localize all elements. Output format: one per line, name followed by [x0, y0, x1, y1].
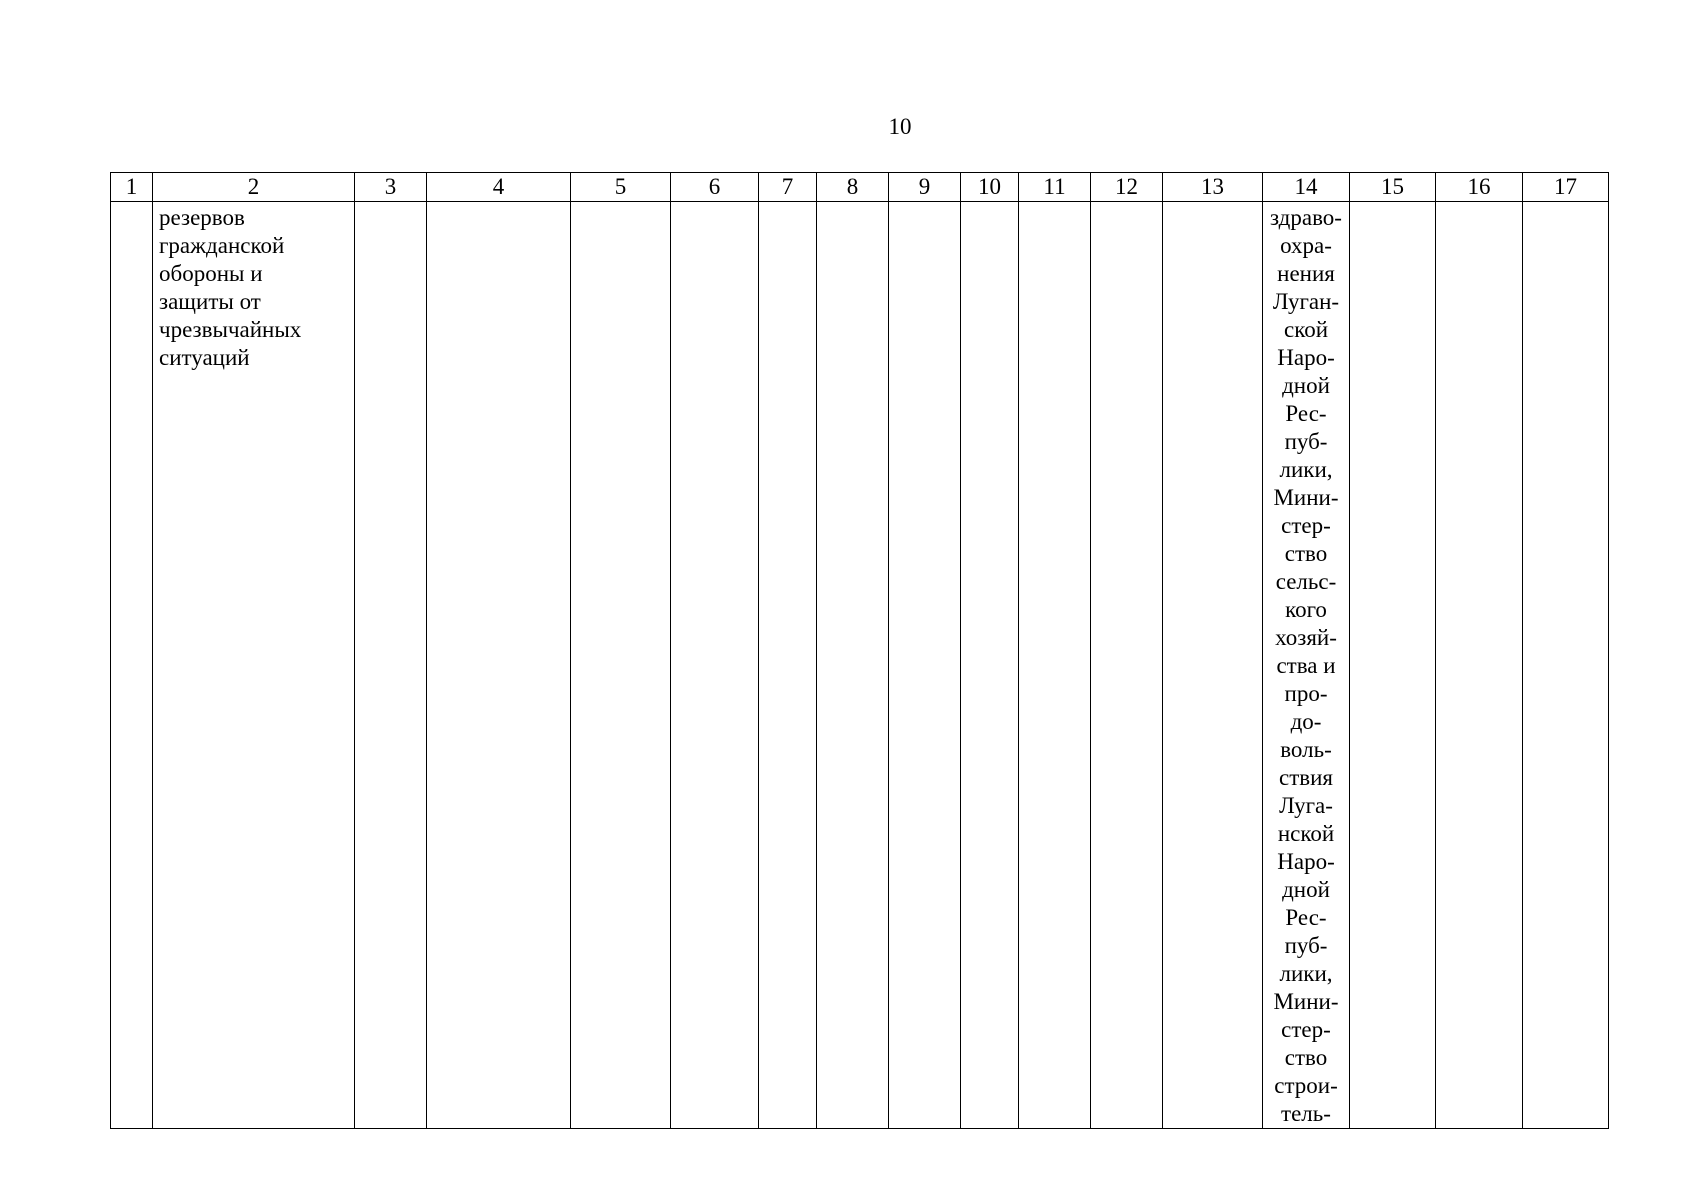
col-14-line: дной: [1282, 877, 1330, 902]
header-col-11: 11: [1019, 173, 1091, 202]
header-col-16: 16: [1436, 173, 1523, 202]
col-2-line: гражданской: [159, 233, 285, 258]
col-14-line: строи-: [1274, 1073, 1338, 1098]
header-col-13: 13: [1163, 173, 1263, 202]
header-col-15: 15: [1350, 173, 1436, 202]
cell-col-15: [1350, 202, 1436, 1129]
cell-col-7: [759, 202, 817, 1129]
col-2-line: ситуаций: [159, 345, 250, 370]
col-14-line: охра-: [1280, 233, 1332, 258]
col-14-line: хозяй-: [1275, 625, 1337, 650]
header-col-12: 12: [1091, 173, 1163, 202]
col-14-line: Мини-: [1273, 989, 1339, 1014]
col-2-text: [153, 202, 354, 372]
col-14-line: лики,: [1279, 961, 1333, 986]
col-2-line: обороны и: [159, 261, 263, 286]
col-14-line: стер-: [1281, 513, 1331, 538]
col-14-line: тель-: [1281, 1101, 1331, 1126]
table-row: [111, 202, 1609, 1129]
col-14-line: дной: [1282, 373, 1330, 398]
col-14-line: лики,: [1279, 457, 1333, 482]
col-14-line: пуб-: [1284, 933, 1328, 958]
col-14-line: Мини-: [1273, 485, 1339, 510]
col-14-line: Наро-: [1277, 849, 1335, 874]
cell-col-11: [1019, 202, 1091, 1129]
col-14-line: Луга-: [1279, 793, 1333, 818]
col-14-line: до-: [1290, 709, 1322, 734]
header-col-6: 6: [671, 173, 759, 202]
cell-col-13: [1163, 202, 1263, 1129]
col-14-line: нения: [1277, 261, 1335, 286]
cell-col-6: [671, 202, 759, 1129]
cell-col-2: [153, 202, 355, 1129]
cell-col-14: [1263, 202, 1350, 1129]
col-14-line: пуб-: [1284, 429, 1328, 454]
col-14-line: ской: [1283, 317, 1329, 342]
col-14-line: воль-: [1280, 737, 1332, 762]
data-table: [110, 172, 1609, 1129]
col-2-line: защиты от: [159, 289, 261, 314]
col-14-line: ствия: [1278, 765, 1333, 790]
col-14-line: ство: [1284, 1045, 1328, 1070]
header-col-17: 17: [1523, 173, 1609, 202]
cell-col-10: [961, 202, 1019, 1129]
col-14-line: здраво-: [1270, 205, 1342, 230]
header-col-2: 2: [153, 173, 355, 202]
header-col-5: 5: [571, 173, 671, 202]
col-14-line: про-: [1284, 681, 1328, 706]
header-col-3: 3: [355, 173, 427, 202]
page-number: 10: [888, 114, 912, 139]
cell-col-3: [355, 202, 427, 1129]
cell-col-5: [571, 202, 671, 1129]
cell-col-16: [1436, 202, 1523, 1129]
table-header-row: [111, 173, 1609, 202]
col-14-line: стер-: [1281, 1017, 1331, 1042]
header-col-10: 10: [961, 173, 1019, 202]
col-14-line: Рес-: [1285, 401, 1327, 426]
col-14-line: Луган-: [1272, 289, 1340, 314]
col-2-line: резервов: [159, 205, 245, 230]
col-14-line: нской: [1277, 821, 1335, 846]
header-col-4: 4: [427, 173, 571, 202]
cell-col-17: [1523, 202, 1609, 1129]
header-col-14: 14: [1263, 173, 1350, 202]
cell-col-8: [817, 202, 889, 1129]
cell-col-12: [1091, 202, 1163, 1129]
header-col-7: 7: [759, 173, 817, 202]
col-14-line: Рес-: [1285, 905, 1327, 930]
cell-col-1: [111, 202, 153, 1129]
col-2-line: чрезвычайных: [159, 317, 302, 342]
cell-col-4: [427, 202, 571, 1129]
header-col-8: 8: [817, 173, 889, 202]
col-14-line: сельс-: [1275, 569, 1337, 594]
col-14-text: [1263, 202, 1349, 1128]
header-col-1: 1: [111, 173, 153, 202]
col-14-line: Наро-: [1277, 345, 1335, 370]
cell-col-9: [889, 202, 961, 1129]
col-14-line: ства и: [1276, 653, 1336, 678]
col-14-line: кого: [1285, 597, 1327, 622]
col-14-line: ство: [1284, 541, 1328, 566]
header-col-9: 9: [889, 173, 961, 202]
